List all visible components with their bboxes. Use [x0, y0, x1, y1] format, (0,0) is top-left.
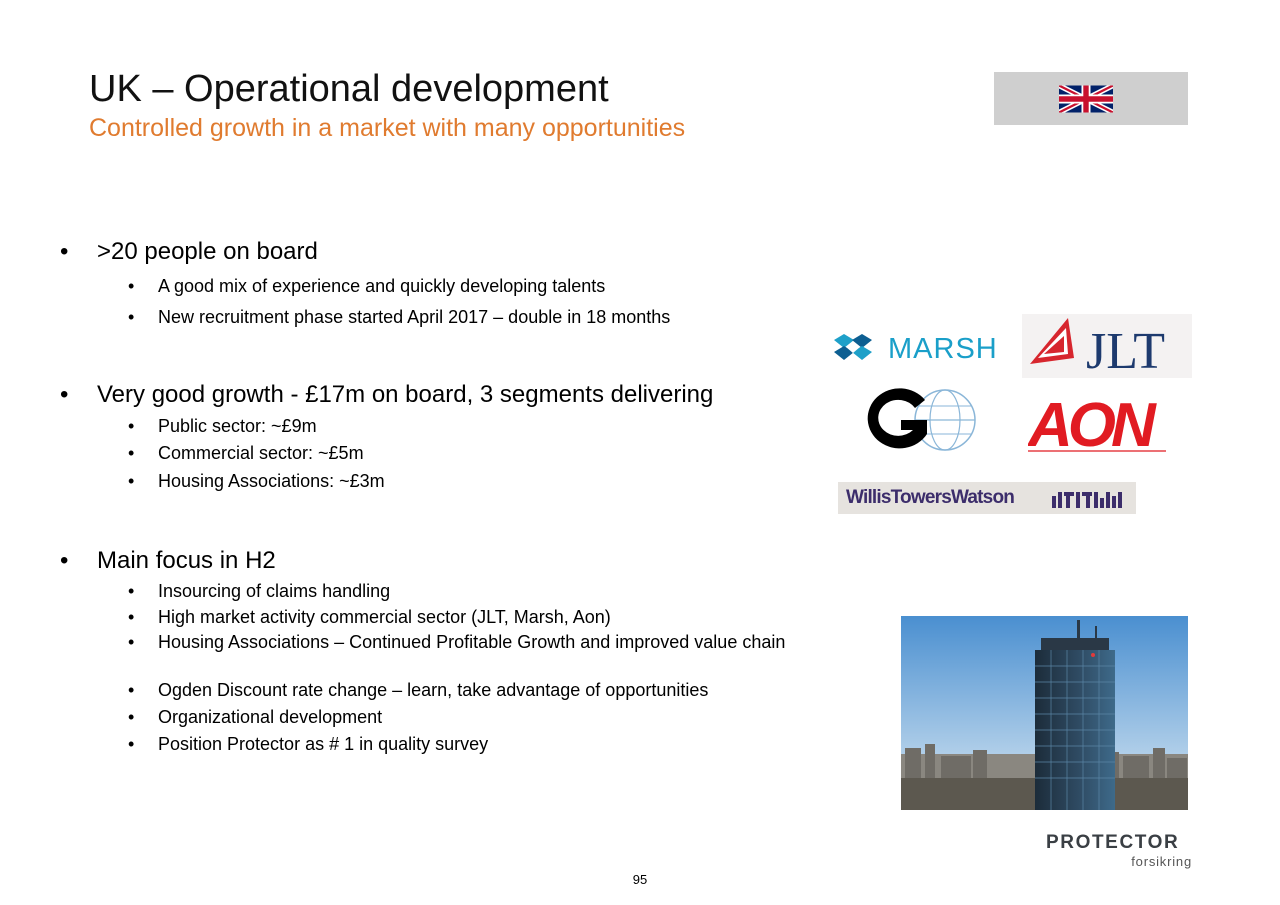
bullet: •	[60, 547, 69, 574]
bullet: •	[128, 307, 135, 327]
list-item-text: Housing Associations: ~£3m	[158, 471, 385, 491]
bullet: •	[128, 632, 135, 652]
bullet: •	[128, 443, 135, 463]
marsh-wordmark: MARSH	[888, 333, 998, 365]
list-item-text: Housing Associations – Continued Profitable Growth and improved value chain	[158, 632, 786, 652]
aon-wordmark: AON	[1028, 392, 1151, 452]
willis-towers-watson-logo	[838, 482, 1136, 514]
bullet: •	[128, 416, 135, 436]
list-item-text: Ogden Discount rate change – learn, take advantage of opportunities	[158, 680, 709, 700]
list-item-text: Position Protector as # 1 in quality survey	[158, 734, 489, 754]
list-item-text: A good mix of experience and quickly developing talents	[158, 276, 606, 296]
section-heading-text: Main focus in H2	[97, 547, 276, 574]
aon-logo	[1028, 392, 1166, 452]
wtw-mark-icon	[1052, 490, 1132, 508]
uk-flag-icon	[1059, 80, 1113, 118]
protector-tagline: forsikring	[1131, 854, 1192, 869]
bullet: •	[128, 581, 135, 601]
bullet: •	[128, 734, 135, 754]
jlt-logo	[1022, 314, 1192, 378]
protector-wordmark: PROTECTOR	[1046, 832, 1180, 853]
gallagher-logo	[855, 384, 985, 456]
protector-logo	[1046, 832, 1196, 872]
gallagher-g-icon	[868, 388, 927, 448]
wtw-wordmark: WillisTowersWatson	[846, 487, 1015, 508]
bullet: •	[128, 607, 135, 627]
office-building-photo	[901, 616, 1188, 810]
jlt-wordmark: JLT	[1086, 323, 1165, 378]
slide-title: UK – Operational development	[89, 68, 609, 110]
section-heading-text: >20 people on board	[97, 238, 318, 265]
marsh-logo	[832, 328, 1022, 368]
list-item-text: Public sector: ~£9m	[158, 416, 317, 436]
list-item-text: Organizational development	[158, 707, 383, 727]
list-item-text: Insourcing of claims handling	[158, 581, 391, 601]
bullet: •	[128, 707, 135, 727]
bullet: •	[60, 381, 69, 408]
section-heading-text: Very good growth - £17m on board, 3 segments delivering	[97, 381, 714, 408]
bullet: •	[60, 238, 69, 265]
slide-subtitle: Controlled growth in a market with many opportunities	[89, 114, 686, 142]
bullet: •	[128, 471, 135, 491]
list-item-text: High market activity commercial sector (JLT, Marsh, Aon)	[158, 607, 611, 627]
bullet: •	[128, 680, 135, 700]
list-item-text: New recruitment phase started April 2017 – double in 18 months	[158, 307, 671, 327]
page-number: 95	[632, 872, 648, 887]
uk-flag-box	[994, 72, 1188, 125]
list-item-text: Commercial sector: ~£5m	[158, 443, 364, 463]
bullet: •	[128, 276, 135, 296]
marsh-mark-icon	[834, 334, 872, 360]
